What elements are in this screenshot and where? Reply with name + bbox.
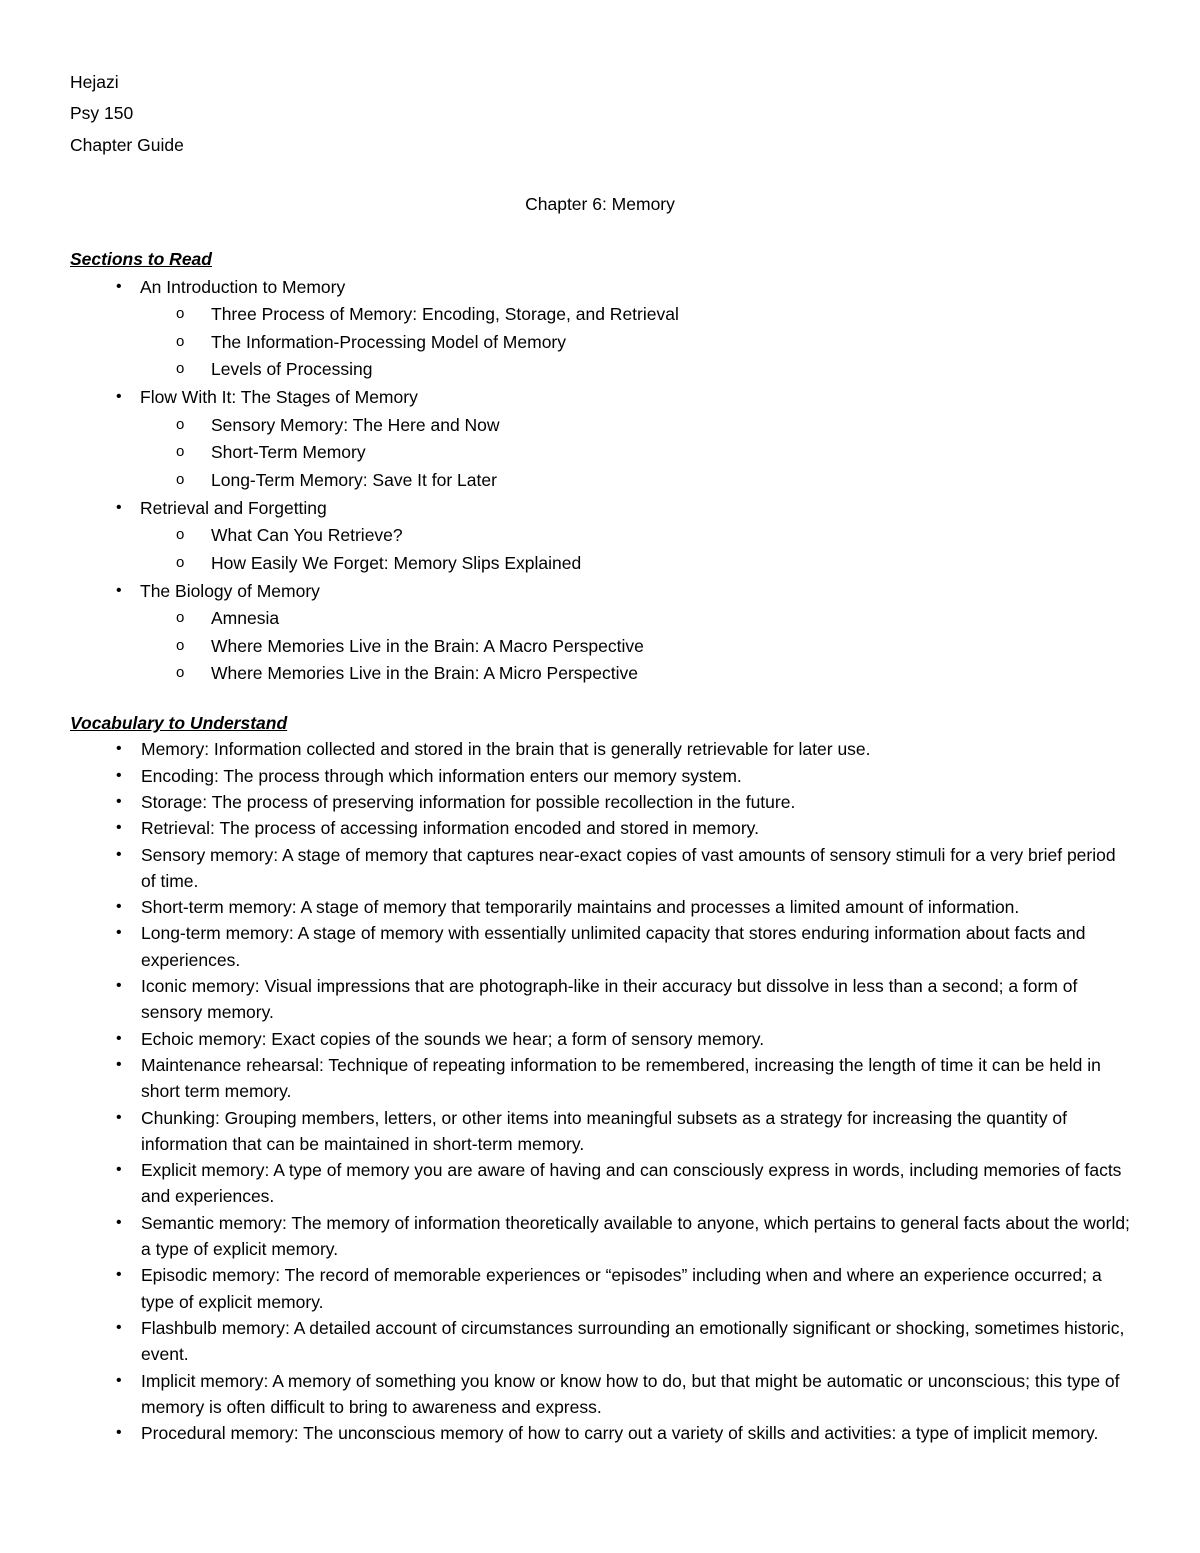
subsection-item (70, 467, 1130, 494)
vocab-item (70, 1420, 1130, 1446)
bullet-icon: • (116, 1266, 122, 1284)
bullet-icon: • (116, 1213, 122, 1231)
vocab-definition: Short-term memory: A stage of memory that temporarily maintains and processes a limited amount of information. (141, 897, 1020, 918)
bullet-icon: • (116, 924, 122, 942)
document-page (70, 69, 1130, 1446)
document-type: Chapter Guide (70, 134, 184, 155)
bullet-icon: • (116, 1318, 122, 1336)
bullet-icon: • (116, 766, 122, 784)
section-item (70, 384, 1130, 411)
bullet-icon: • (116, 581, 122, 599)
hollow-bullet-icon: o (176, 526, 185, 544)
vocab-item (70, 815, 1130, 841)
hollow-bullet-icon: o (176, 415, 185, 433)
subsection-item (70, 301, 1130, 328)
hollow-bullet-icon: o (176, 609, 185, 627)
hollow-bullet-icon: o (176, 470, 185, 488)
bullet-icon: • (116, 845, 122, 863)
course-code: Psy 150 (70, 103, 134, 124)
subsection-title: Where Memories Live in the Brain: A Micro Perspective (211, 663, 638, 684)
subsection-title: Three Process of Memory: Encoding, Storage, and Retrieval (211, 304, 679, 325)
bullet-icon: • (116, 277, 122, 295)
subsection-item (70, 605, 1130, 632)
vocab-item (70, 789, 1130, 815)
section-item (70, 578, 1130, 605)
vocab-item (70, 842, 1130, 895)
bullet-icon: • (116, 1055, 122, 1073)
section-item (70, 495, 1130, 522)
bullet-icon: • (116, 740, 122, 758)
vocab-item (70, 894, 1130, 920)
subsection-title: How Easily We Forget: Memory Slips Explained (211, 552, 582, 573)
vocab-item (70, 1157, 1130, 1210)
chapter-title: Chapter 6: Memory (525, 193, 675, 214)
vocab-item (70, 763, 1130, 789)
bullet-icon: • (116, 1029, 122, 1047)
subsection-title: Where Memories Live in the Brain: A Macro Perspective (211, 635, 644, 656)
hollow-bullet-icon: o (176, 332, 185, 350)
author-name: Hejazi (70, 72, 119, 92)
vocab-definition: Storage: The process of preserving information for possible recollection in the future. (141, 791, 796, 812)
hollow-bullet-icon: o (176, 305, 185, 323)
vocab-definition: Maintenance rehearsal: Technique of repeating information to be remembered, increasing the length of time it can be held in short term memory. (141, 1054, 1101, 1102)
hollow-bullet-icon: o (176, 553, 185, 571)
subsection-item (70, 439, 1130, 466)
vocab-definition: Semantic memory: The memory of information theoretically available to anyone, which pertains to general facts about the world; a type of explicit memory. (141, 1212, 1130, 1260)
sections-list (70, 274, 1130, 687)
vocabulary-list (70, 736, 1130, 1446)
vocab-item (70, 1052, 1130, 1105)
subsection-title: Long-Term Memory: Save It for Later (211, 469, 497, 490)
subsection-title: Levels of Processing (211, 359, 373, 380)
vocab-definition: Long-term memory: A stage of memory with essentially unlimited capacity that stores enduring information about facts and experiences. (141, 923, 1086, 970)
hollow-bullet-icon: o (176, 664, 185, 682)
bullet-icon: • (116, 1108, 122, 1126)
hollow-bullet-icon: o (176, 360, 185, 378)
subsection-item (70, 550, 1130, 577)
bullet-icon: • (116, 819, 122, 837)
bullet-icon: • (116, 498, 122, 516)
bullet-icon: • (116, 1424, 122, 1442)
vocab-definition: Procedural memory: The unconscious memory of how to carry out a variety of skills and activities: a type of implicit memory. (141, 1423, 1099, 1444)
vocab-item (70, 1368, 1130, 1421)
vocab-item (70, 973, 1130, 1026)
hollow-bullet-icon: o (176, 443, 185, 461)
subsection-title: Short-Term Memory (211, 442, 366, 463)
bullet-icon: • (116, 1161, 122, 1179)
vocab-item (70, 1105, 1130, 1158)
vocab-definition: Sensory memory: A stage of memory that captures near-exact copies of vast amounts of sensory stimuli for a very brief period of time. (141, 844, 1116, 891)
vocab-definition: Retrieval: The process of accessing information encoded and stored in memory. (141, 818, 759, 839)
sections-heading: Sections to Read (70, 248, 212, 269)
vocab-definition: Echoic memory: Exact copies of the sounds we hear; a form of sensory memory. (141, 1028, 765, 1049)
bullet-icon: • (116, 792, 122, 810)
subsection-item (70, 660, 1130, 687)
section-title: An Introduction to Memory (140, 276, 346, 297)
vocab-definition: Implicit memory: A memory of something you know or know how to do, but that might be automatic or unconscious; this type of memory is often difficult to bring to awareness and express. (141, 1370, 1120, 1417)
vocab-definition: Chunking: Grouping members, letters, or other items into meaningful subsets as a strategy for increasing the quantity of information that can be maintained in short-term memory. (141, 1107, 1068, 1154)
subsection-item (70, 329, 1130, 356)
vocab-item (70, 1026, 1130, 1052)
bullet-icon: • (116, 388, 122, 406)
vocab-definition: Explicit memory: A type of memory you are aware of having and can consciously express in words, including memories of facts and experiences. (141, 1160, 1122, 1207)
section-title: The Biology of Memory (140, 580, 320, 601)
vocabulary-heading: Vocabulary to Understand (70, 712, 288, 733)
vocab-definition: Episodic memory: The record of memorable experiences or “episodes” including when and where an experience occurred; a type of explicit memory. (141, 1265, 1102, 1312)
subsection-title: Sensory Memory: The Here and Now (211, 414, 500, 435)
vocab-definition: Iconic memory: Visual impressions that are photograph-like in their accuracy but dissolve in less than a second; a form of sensory memory. (141, 976, 1078, 1023)
vocab-definition: Memory: Information collected and stored in the brain that is generally retrievable for later use. (141, 739, 871, 760)
section-item (70, 274, 1130, 301)
subsection-item (70, 522, 1130, 549)
subsection-item (70, 412, 1130, 439)
subsection-title: What Can You Retrieve? (211, 525, 403, 546)
bullet-icon: • (116, 898, 122, 916)
subsection-item (70, 356, 1130, 383)
vocab-definition: Flashbulb memory: A detailed account of circumstances surrounding an emotionally significant or shocking, sometimes historic, event. (141, 1317, 1125, 1365)
vocab-item (70, 1210, 1130, 1263)
vocab-item (70, 736, 1130, 762)
subsection-title: The Information-Processing Model of Memory (211, 331, 566, 352)
vocab-item (70, 920, 1130, 973)
vocab-item (70, 1262, 1130, 1315)
section-title: Retrieval and Forgetting (140, 497, 327, 518)
bullet-icon: • (116, 1371, 122, 1389)
subsection-item (70, 633, 1130, 660)
hollow-bullet-icon: o (176, 636, 185, 654)
subsection-title: Amnesia (211, 608, 280, 629)
section-title: Flow With It: The Stages of Memory (140, 387, 418, 408)
vocab-item (70, 1315, 1130, 1368)
vocab-definition: Encoding: The process through which information enters our memory system. (141, 765, 742, 786)
bullet-icon: • (116, 977, 122, 995)
